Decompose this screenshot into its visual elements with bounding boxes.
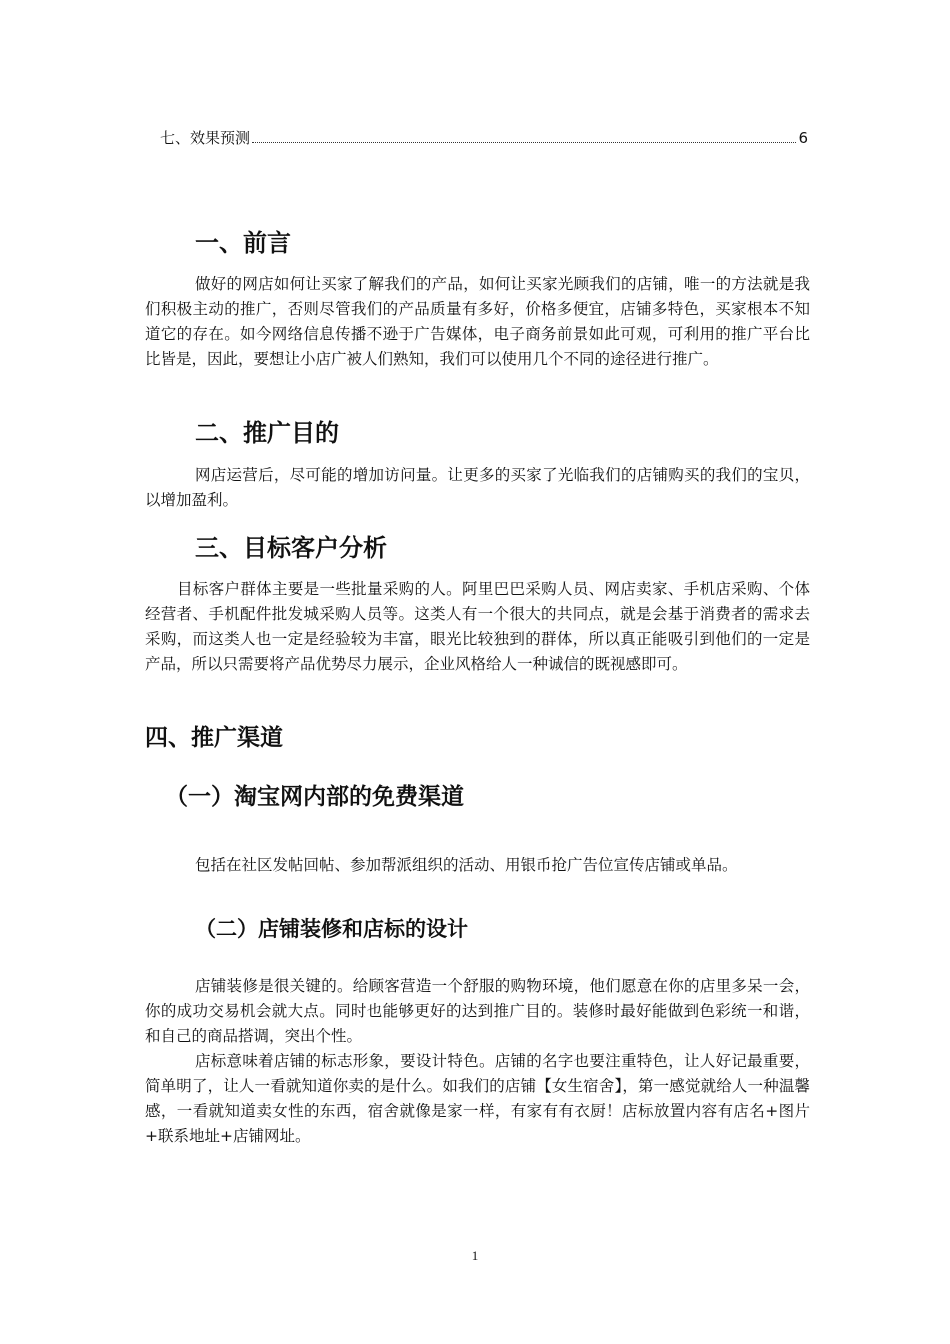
section-body-target-customers: 目标客户群体主要是一些批量采购的人。阿里巴巴采购人员、网店卖家、手机店采购、个体经营者、手机配件批发城采购人员等。这类人有一个很大的共同点，就是会基于消费者的需求去采购，而这类人也一定是经验较为丰富，眼光比较独到的群体，所以真正能吸引到他们的一定是产品，所以只需要将产品优势尽力展示，企业风格给人一种诚信的既视感即可。 bbox=[145, 580, 810, 673]
section-title-preface: 一、前言 bbox=[195, 229, 291, 257]
section-title-channels: 四、推广渠道 bbox=[145, 725, 283, 751]
section-body-preface: 做好的网店如何让买家了解我们的产品，如何让买家光顾我们的店铺，唯一的方法就是我们积极主动的推广，否则尽管我们的产品质量有多好，价格多便宜，店铺多特色，买家根本不知道它的存在。如今网络信息传播不逊于广告媒体，电子商务前景如此可观，可利用的推广平台比比皆是，因此，要想让小店广被人们熟知，我们可以使用几个不同的途径进行推广。 bbox=[145, 275, 810, 368]
toc-entry[interactable] bbox=[160, 128, 808, 148]
section-title-purpose: 二、推广目的 bbox=[195, 419, 339, 447]
subsection-body-free-channels: 包括在社区发帖回帖、参加帮派组织的活动、用银币抢广告位宣传店铺或单品。 bbox=[195, 856, 738, 874]
page-number: 1 bbox=[471, 1248, 479, 1263]
subsection-body-store-logo: 店标意味着店铺的标志形象，要设计特色。店铺的名字也要注重特色，让人好记最重要，简单明了，让人一看就知道你卖的是什么。如我们的店铺【女生宿舍】，第一感觉就给人一种温馨感，一看就知道卖女性的东西，宿舍就像是家一样，有家有有衣厨！店标放置内容有店名+图片+联系地址+店铺网址。 bbox=[145, 1052, 810, 1145]
toc-leader-dots bbox=[252, 142, 796, 143]
subsection-title-store-design: （二）店铺装修和店标的设计 bbox=[195, 917, 468, 941]
subsection-title-free-channels: （一）淘宝网内部的免费渠道 bbox=[165, 784, 464, 810]
section-title-target-customers: 三、目标客户分析 bbox=[195, 534, 387, 562]
toc-label: 七、效果预测 bbox=[160, 129, 251, 147]
toc-page-number: 6 bbox=[798, 129, 808, 147]
section-body-purpose: 网店运营后，尽可能的增加访问量。让更多的买家了光临我们的店铺购买的我们的宝贝，以增加盈利。 bbox=[145, 466, 810, 509]
subsection-body-store-decoration: 店铺装修是很关键的。给顾客营造一个舒服的购物环境，他们愿意在你的店里多呆一会，你的成功交易机会就大点。同时也能够更好的达到推广目的。装修时最好能做到色彩统一和谐，和自己的商品搭调，突出个性。 bbox=[145, 977, 810, 1045]
